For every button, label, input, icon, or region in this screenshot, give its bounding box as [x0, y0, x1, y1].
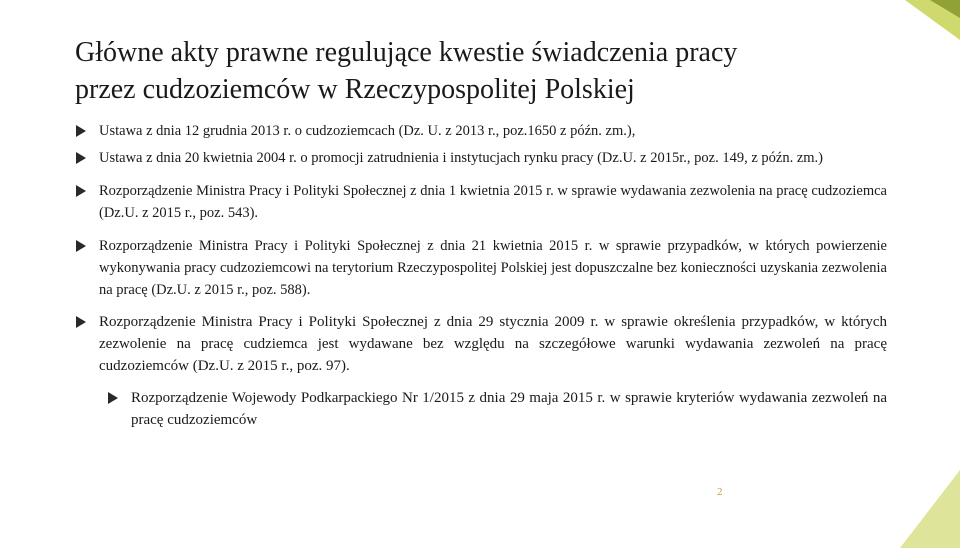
- bullet-arrow-icon: [76, 125, 86, 137]
- bullet-arrow-icon: [76, 152, 86, 164]
- accent-stripe-light: [905, 0, 960, 40]
- list-item: [75, 120, 887, 142]
- accent-stripe-dark: [930, 0, 960, 18]
- list-item: [75, 235, 887, 301]
- bullet-list: [75, 120, 887, 431]
- bullet-arrow-icon: [76, 240, 86, 252]
- list-item-text: Rozporządzenie Wojewody Podkarpackiego Nr 1/2015 z dnia 29 maja 2015 r. w sprawie kryteriów wydawania zezwoleń na pracę cudzoziemców: [131, 390, 887, 428]
- bullet-arrow-icon: [76, 316, 86, 328]
- list-item-text: Rozporządzenie Ministra Pracy i Polityki Społecznej z dnia 21 kwietnia 2015 r. w sprawie przypadków, w których powierzenie wykonywania pracy cudzoziemcowi na terytorium Rzeczypospolitej Polskiej jest dopuszczalne bez konieczności uzyskania zezwolenia na pracę (Dz.U. z 2015 r., poz. 588).: [99, 238, 887, 298]
- list-item: [75, 311, 887, 377]
- list-item-text: Ustawa z dnia 12 grudnia 2013 r. o cudzoziemcach (Dz. U. z 2013 r., poz.1650 z późn. zm.),: [99, 123, 636, 139]
- list-item-text: Ustawa z dnia 20 kwietnia 2004 r. o promocji zatrudnienia i instytucjach rynku pracy (Dz.U. z 2015r., poz. 149, z późn. zm.): [99, 150, 823, 166]
- sub-list-item: [107, 387, 887, 431]
- bullet-arrow-icon: [108, 392, 118, 404]
- title-line-2: przez cudzoziemców w Rzeczypospolitej Polskiej: [75, 74, 635, 105]
- bullet-arrow-icon: [76, 185, 86, 197]
- title-line-1: Główne akty prawne regulujące kwestie świadczenia pracy: [75, 37, 738, 68]
- list-item-text: Rozporządzenie Ministra Pracy i Polityki Społecznej z dnia 1 kwietnia 2015 r. w sprawie wydawania zezwolenia na pracę cudzoziemca (Dz.U. z 2015 r., poz. 543).: [99, 183, 887, 221]
- list-item: [75, 147, 887, 169]
- list-item-text: Rozporządzenie Ministra Pracy i Polityki Społecznej z dnia 29 stycznia 2009 r. w sprawie określenia przypadków, w których zezwolenie na pracę cudziemca jest wydawane bez względu na szczegółowe warunki wydawania zezwoleń na pracę cudzoziemców (Dz.U. z 2015 r., poz. 97).: [99, 314, 887, 374]
- page-number: 2: [717, 486, 723, 498]
- accent-stripe-bottom: [900, 470, 960, 548]
- list-item: [75, 180, 887, 224]
- slide-title: [75, 34, 895, 108]
